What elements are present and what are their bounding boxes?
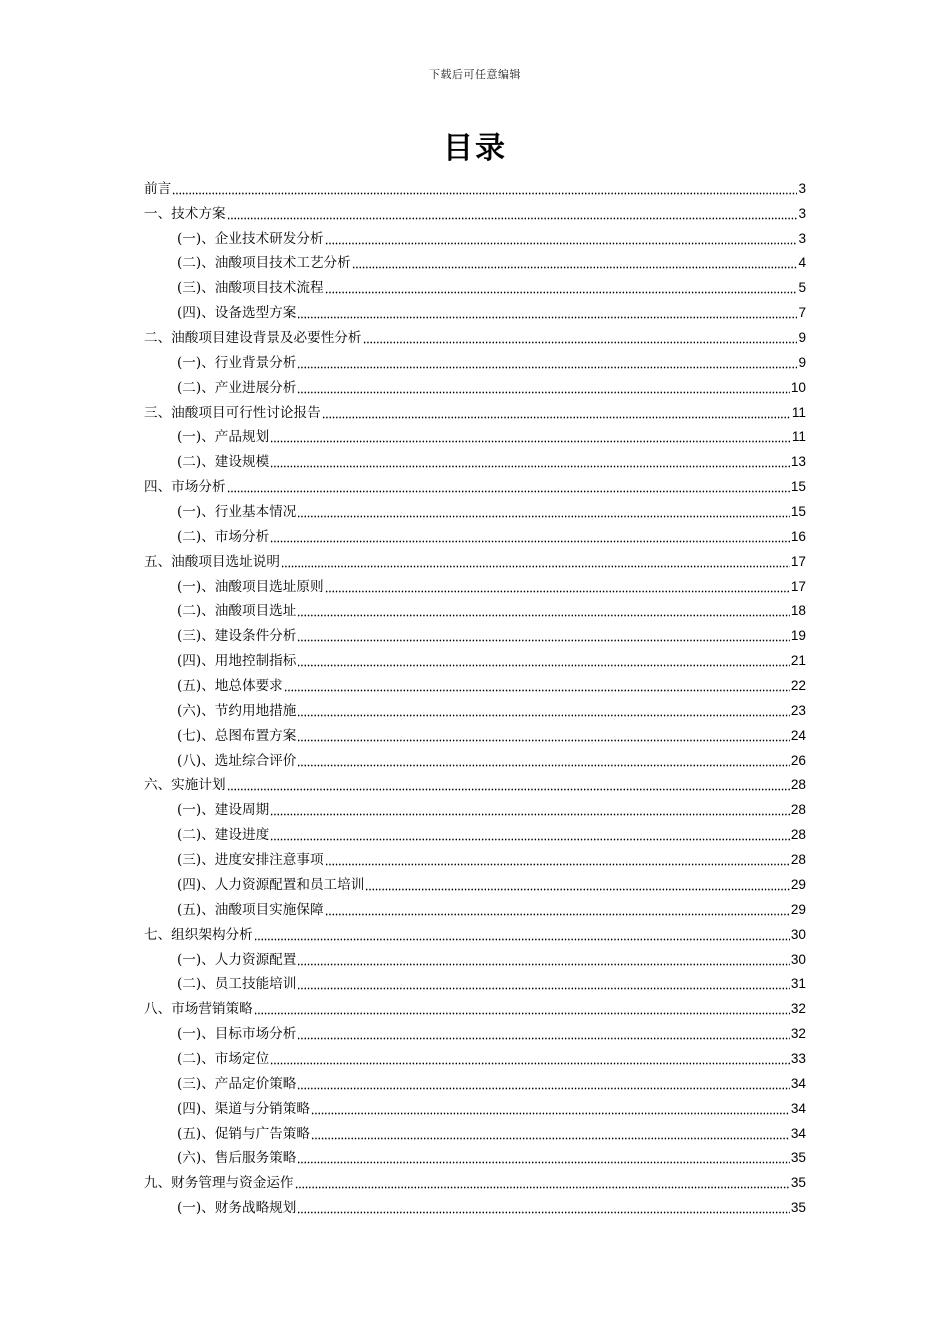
toc-subsection-entry[interactable] — [144, 497, 806, 522]
toc-entry-label: (一)、目标市场分析 — [177, 1026, 297, 1043]
toc-entry-label: (二)、建设规模 — [177, 454, 270, 471]
toc-subsection-entry[interactable] — [144, 1119, 806, 1144]
toc-page-number: 30 — [790, 951, 806, 967]
toc-dot-leader — [270, 808, 790, 816]
toc-page-number: 22 — [790, 678, 806, 694]
toc-page-number: 35 — [790, 1200, 806, 1216]
toc-entry-label: (三)、进度安排注意事项 — [177, 852, 324, 869]
toc-page-number: 7 — [798, 305, 806, 321]
toc-page-number: 10 — [790, 379, 806, 395]
toc-subsection-entry[interactable] — [144, 348, 806, 373]
toc-subsection-entry[interactable] — [144, 646, 806, 671]
toc-title: 目录 — [443, 131, 507, 166]
toc-page-number: 28 — [790, 777, 806, 793]
toc-dot-leader — [325, 237, 798, 245]
toc-page-number: 19 — [790, 628, 806, 644]
toc-page-number: 3 — [798, 205, 806, 221]
toc-dot-leader — [284, 684, 790, 692]
toc-dot-leader — [365, 883, 790, 891]
toc-dot-leader — [270, 1057, 790, 1065]
toc-dot-leader — [172, 187, 797, 195]
toc-dot-leader — [295, 1181, 790, 1189]
toc-page-number: 9 — [798, 354, 806, 370]
toc-dot-leader — [297, 659, 790, 667]
toc-section-entry[interactable] — [144, 323, 806, 348]
toc-subsection-entry[interactable] — [144, 895, 806, 920]
toc-entry-label: 六、实施计划 — [144, 777, 226, 794]
toc-dot-leader — [270, 435, 791, 443]
toc-entry-label: (二)、市场定位 — [177, 1050, 270, 1067]
toc-entry-label: 七、组织架构分析 — [144, 926, 253, 943]
toc-entry-label: (四)、渠道与分销策略 — [177, 1100, 310, 1117]
toc-entry-label: (五)、地总体要求 — [177, 678, 283, 695]
toc-dot-leader — [297, 1206, 790, 1214]
toc-dot-leader — [325, 858, 790, 866]
toc-dot-leader — [322, 411, 791, 419]
toc-section-entry[interactable] — [144, 771, 806, 796]
toc-page-number: 5 — [798, 280, 806, 296]
toc-dot-leader — [297, 634, 790, 642]
toc-subsection-entry[interactable] — [144, 820, 806, 845]
toc-page-number: 35 — [790, 1150, 806, 1166]
toc-page-number: 4 — [798, 255, 806, 271]
toc-subsection-entry[interactable] — [144, 224, 806, 249]
toc-dot-leader — [270, 833, 790, 841]
toc-page-number: 30 — [790, 926, 806, 942]
toc-subsection-entry[interactable] — [144, 970, 806, 995]
toc-entry-label: 前言 — [144, 180, 172, 197]
toc-subsection-entry[interactable] — [144, 597, 806, 622]
toc-entry-label: (三)、产品定价策略 — [177, 1075, 297, 1092]
toc-page-number: 28 — [790, 827, 806, 843]
toc-section-entry[interactable] — [144, 199, 806, 224]
toc-dot-leader — [297, 510, 790, 518]
toc-dot-leader — [297, 1082, 790, 1090]
toc-section-entry[interactable] — [144, 174, 806, 199]
toc-subsection-entry[interactable] — [144, 696, 806, 721]
toc-subsection-entry[interactable] — [144, 795, 806, 820]
toc-dot-leader — [297, 1156, 790, 1164]
toc-subsection-entry[interactable] — [144, 845, 806, 870]
toc-dot-leader — [325, 286, 798, 294]
toc-entry-label: 三、油酸项目可行性讨论报告 — [144, 404, 321, 421]
toc-section-entry[interactable] — [144, 398, 806, 423]
toc-page-number: 29 — [790, 876, 806, 892]
toc-dot-leader — [325, 908, 790, 916]
toc-subsection-entry[interactable] — [144, 273, 806, 298]
toc-page-number: 28 — [790, 852, 806, 868]
toc-entry-label: (一)、建设周期 — [177, 802, 270, 819]
toc-entry-label: (八)、选址综合评价 — [177, 752, 297, 769]
toc-section-entry[interactable] — [144, 472, 806, 497]
toc-page-number: 15 — [790, 479, 806, 495]
toc-entry-label: (二)、员工技能培训 — [177, 976, 297, 993]
toc-dot-leader — [297, 709, 790, 717]
toc-entry-label: (一)、财务战略规划 — [177, 1200, 297, 1217]
toc-dot-leader — [325, 585, 790, 593]
toc-subsection-entry[interactable] — [144, 373, 806, 398]
toc-page-number: 35 — [790, 1175, 806, 1191]
toc-subsection-entry[interactable] — [144, 721, 806, 746]
toc-subsection-entry[interactable] — [144, 1019, 806, 1044]
toc-dot-leader — [352, 261, 798, 269]
toc-dot-leader — [254, 933, 790, 941]
toc-subsection-entry[interactable] — [144, 522, 806, 547]
toc-entry-label: (二)、市场分析 — [177, 528, 270, 545]
toc-dot-leader — [297, 609, 790, 617]
toc-entry-label: 一、技术方案 — [144, 205, 226, 222]
toc-page-number: 13 — [790, 454, 806, 470]
toc-dot-leader — [281, 560, 790, 568]
toc-page-number: 23 — [790, 702, 806, 718]
toc-page-number: 33 — [790, 1050, 806, 1066]
toc-entry-label: (四)、人力资源配置和员工培训 — [177, 876, 365, 893]
toc-page-number: 34 — [790, 1100, 806, 1116]
toc-page-number: 15 — [790, 504, 806, 520]
toc-dot-leader — [270, 460, 790, 468]
toc-page-number: 21 — [790, 653, 806, 669]
toc-dot-leader — [311, 1107, 790, 1115]
toc-page-number: 28 — [790, 802, 806, 818]
toc-entry-label: (一)、油酸项目选址原则 — [177, 578, 324, 595]
toc-entry-label: (五)、促销与广告策略 — [177, 1125, 310, 1142]
toc-subsection-entry[interactable] — [144, 447, 806, 472]
toc-subsection-entry[interactable] — [144, 870, 806, 895]
toc-dot-leader — [227, 783, 790, 791]
toc-entry-label: (二)、建设进度 — [177, 827, 270, 844]
toc-entry-label: (五)、油酸项目实施保障 — [177, 901, 324, 918]
toc-subsection-entry[interactable] — [144, 298, 806, 323]
toc-page-number: 17 — [790, 553, 806, 569]
page-header-note: 下载后可任意编辑 — [429, 68, 521, 81]
toc-subsection-entry[interactable] — [144, 945, 806, 970]
toc-dot-leader — [297, 759, 790, 767]
toc-entry-label: (三)、建设条件分析 — [177, 628, 297, 645]
toc-entry-label: (一)、行业背景分析 — [177, 354, 297, 371]
toc-entry-label: (二)、油酸项目选址 — [177, 603, 297, 620]
toc-dot-leader — [227, 212, 798, 220]
toc-page-number: 18 — [790, 603, 806, 619]
toc-page-number: 32 — [790, 1026, 806, 1042]
toc-section-entry[interactable] — [144, 994, 806, 1019]
toc-entry-label: (四)、用地控制指标 — [177, 653, 297, 670]
toc-page-number: 3 — [798, 180, 806, 196]
toc-subsection-entry[interactable] — [144, 1193, 806, 1218]
toc-subsection-entry[interactable] — [144, 746, 806, 771]
toc-page-number: 17 — [790, 578, 806, 594]
toc-entry-label: (六)、节约用地措施 — [177, 702, 297, 719]
toc-entry-label: (七)、总图布置方案 — [177, 727, 297, 744]
toc-subsection-entry[interactable] — [144, 249, 806, 274]
toc-entry-label: (三)、油酸项目技术流程 — [177, 280, 324, 297]
toc-entry-label: (二)、产业进展分析 — [177, 379, 297, 396]
toc-dot-leader — [297, 1032, 790, 1040]
toc-page-number: 26 — [790, 752, 806, 768]
toc-section-entry[interactable] — [144, 1168, 806, 1193]
toc-page-number: 34 — [790, 1075, 806, 1091]
toc-page-number: 9 — [798, 330, 806, 346]
toc-subsection-entry[interactable] — [144, 1094, 806, 1119]
toc-section-entry[interactable] — [144, 547, 806, 572]
toc-dot-leader — [297, 982, 790, 990]
toc-page-number: 11 — [791, 429, 806, 445]
toc-subsection-entry[interactable] — [144, 1069, 806, 1094]
toc-page-number: 24 — [790, 727, 806, 743]
toc-subsection-entry[interactable] — [144, 621, 806, 646]
toc-subsection-entry[interactable] — [144, 1144, 806, 1169]
toc-dot-leader — [363, 336, 798, 344]
toc-section-entry[interactable] — [144, 920, 806, 945]
toc-page-number: 16 — [790, 528, 806, 544]
toc-subsection-entry[interactable] — [144, 671, 806, 696]
toc-dot-leader — [227, 485, 790, 493]
toc-dot-leader — [270, 535, 790, 543]
table-of-contents — [144, 174, 806, 1218]
toc-entry-label: (一)、行业基本情况 — [177, 504, 297, 521]
toc-entry-label: 四、市场分析 — [144, 479, 226, 496]
toc-entry-label: (四)、设备选型方案 — [177, 305, 297, 322]
toc-page-number: 3 — [798, 230, 806, 246]
toc-page-number: 29 — [790, 901, 806, 917]
toc-entry-label: (六)、售后服务策略 — [177, 1150, 297, 1167]
toc-entry-label: (一)、产品规划 — [177, 429, 270, 446]
toc-dot-leader — [311, 1132, 790, 1140]
toc-page-number: 34 — [790, 1125, 806, 1141]
toc-entry-label: 八、市场营销策略 — [144, 1001, 253, 1018]
toc-entry-label: 九、财务管理与资金运作 — [144, 1175, 294, 1192]
toc-dot-leader — [297, 311, 797, 319]
toc-subsection-entry[interactable] — [144, 572, 806, 597]
toc-entry-label: 五、油酸项目选址说明 — [144, 553, 280, 570]
toc-page-number: 31 — [790, 976, 806, 992]
toc-dot-leader — [297, 734, 790, 742]
toc-entry-label: (一)、企业技术研发分析 — [177, 230, 324, 247]
toc-entry-label: (二)、油酸项目技术工艺分析 — [177, 255, 351, 272]
toc-subsection-entry[interactable] — [144, 423, 806, 448]
toc-page-number: 11 — [791, 404, 806, 420]
toc-dot-leader — [297, 386, 790, 394]
toc-entry-label: 二、油酸项目建设背景及必要性分析 — [144, 330, 362, 347]
toc-dot-leader — [297, 958, 790, 966]
toc-dot-leader — [254, 1007, 790, 1015]
toc-subsection-entry[interactable] — [144, 1044, 806, 1069]
toc-entry-label: (一)、人力资源配置 — [177, 951, 297, 968]
toc-page-number: 32 — [790, 1001, 806, 1017]
toc-dot-leader — [297, 361, 797, 369]
